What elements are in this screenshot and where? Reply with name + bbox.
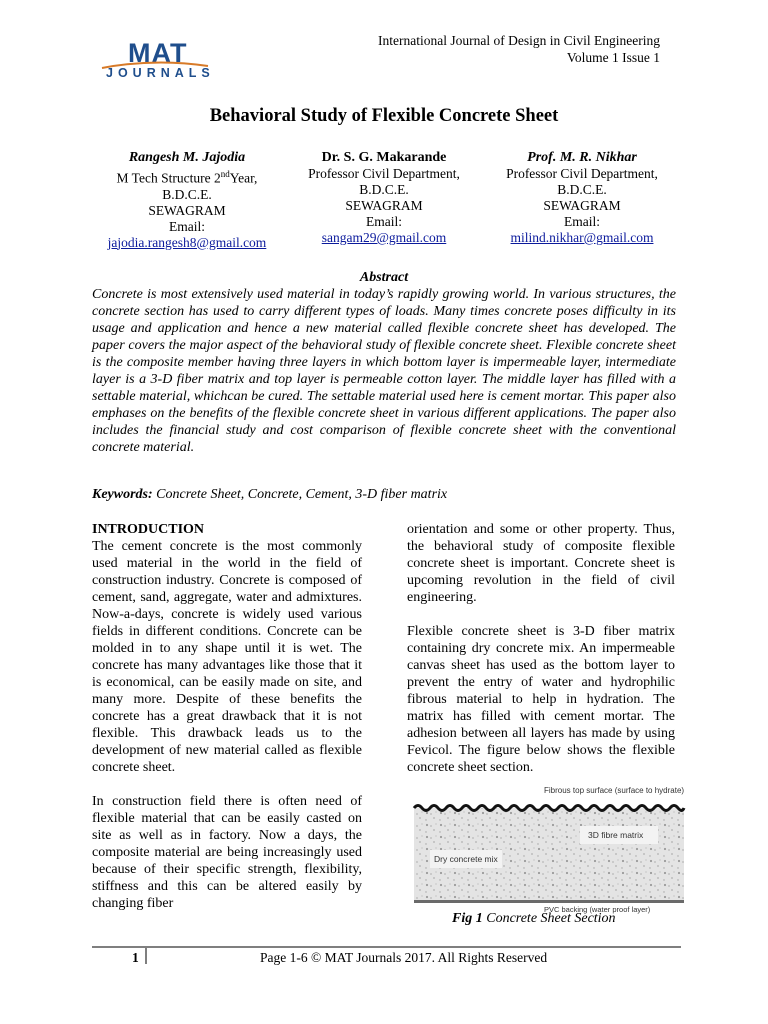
figure-label-bottom: PVC backing (water proof layer) — [544, 905, 651, 914]
footer-divider — [145, 948, 147, 964]
right-column — [407, 521, 675, 776]
author-name: Rangesh M. Jajodia — [128, 150, 246, 165]
keywords-label: Keywords: — [92, 487, 153, 502]
author-email-label: Email: — [564, 214, 600, 229]
author-place: SEWAGRAM — [345, 198, 423, 213]
paper-title: Behavioral Study of Flexible Concrete Sheet — [209, 106, 559, 126]
figure-caption-text: Concrete Sheet Section — [486, 911, 616, 926]
journal-name: International Journal of Design in Civil Engineering — [378, 33, 660, 48]
author-affiliation — [87, 166, 287, 187]
author-email-label: Email: — [169, 218, 205, 234]
author-place: SEWAGRAM — [148, 202, 226, 218]
figure-caption — [452, 911, 616, 927]
footer-rule — [92, 946, 681, 948]
paragraph: orientation and some or other property. Thus, the behavioral study of composite flexible concrete sheet is important. Concrete sheet is upcoming revolution in the field of civil engineering. — [407, 522, 675, 605]
logo-mat-text: MAT — [128, 38, 188, 68]
figure-label-matrix: 3D fibre matrix — [588, 830, 644, 840]
section-heading-introduction: INTRODUCTION — [92, 522, 205, 537]
author-affiliation: Professor Civil Department, — [308, 166, 460, 181]
journal-volume: Volume 1 Issue 1 — [566, 50, 660, 65]
author-email-link[interactable]: sangam29@gmail.com — [321, 230, 447, 245]
author-affiliation: Professor Civil Department, — [506, 166, 658, 181]
author-email-link[interactable]: milind.nikhar@gmail.com — [510, 230, 654, 245]
footer-copyright: Page 1-6 © MAT Journals 2017. All Rights Reserved — [260, 950, 548, 965]
author-2 — [284, 150, 484, 246]
author-email-label: Email: — [366, 214, 402, 229]
author-college: B.D.C.E. — [557, 182, 607, 197]
paragraph: In construction field there is often need of flexible material that can be easily casted on site as well as in factory. Now a days, the composite material are being increasingly used because of their specific strength, flexibility, stiffness and this can be altered easily by changing fiber — [92, 794, 362, 911]
author-degree-year: Year, — [229, 170, 258, 186]
author-name: Prof. M. R. Nikhar — [527, 150, 637, 165]
author-name: Dr. S. G. Makarande — [321, 150, 447, 165]
page-number: 1 — [132, 950, 139, 965]
abstract-text: Concrete is most extensively used material in today’s rapidly growing world. In various structures, the concrete section has used to carry different types of loads. Many times concrete poses difficulty in its usage and application and hence a new material called flexible concrete sheet has developed. The paper covers the major aspect of the behavioral study of flexible concrete sheet. Flexible concrete sheet is the composite member having three layers in which bottom layer is impermeable layer, intermediate layer is a 3-D fiber matrix and top layer is permeable cotton layer. The middle layer has filled with a settable material, whichcan be cured. The settable material used here is cement mortar. This paper also emphases on the benefits of the flexible concrete sheet in various different applications. The paper also includes the financial study and cost comparison of flexible concrete sheet with the conventional concrete material. — [92, 287, 676, 455]
author-college: B.D.C.E. — [162, 186, 212, 202]
paragraph: Flexible concrete sheet is 3-D fiber matrix containing dry concrete mix. An impermeable canvas sheet has used as the bottom layer to prevent the entry of water and hydrophilic fibrous material to help in hydration. The matrix has filled with cement mortar. The adhesion between all layers has made by using Fevicol. The figure below shows the flexible concrete sheet section. — [407, 624, 675, 775]
author-college: B.D.C.E. — [359, 182, 409, 197]
logo-journals-text: JOURNALS — [106, 66, 215, 80]
figure-concrete-sheet-section — [410, 786, 686, 916]
author-place: SEWAGRAM — [543, 198, 621, 213]
left-column — [92, 521, 362, 912]
paragraph: The cement concrete is the most commonly used material in the world in the field of construction industry. Concrete is composed of cement, sand, aggregate, water and admixtures. Now-a-days, concrete is widely used various fields in different conditions. Concrete can be molded in to any shape until it is wet. The concrete has many advantages like those that it is economical, can be easily made on site, and many more. Despite of these benefits the concrete has a great drawback that it is not flexible. This drawback leads us to the development of new material called as flexible concrete sheet. — [92, 539, 362, 775]
author-email-link[interactable]: jajodia.rangesh8@gmail.com — [107, 234, 267, 250]
abstract-heading: Abstract — [359, 270, 409, 285]
keywords-text: Concrete Sheet, Concrete, Cement, 3-D fiber matrix — [156, 487, 448, 502]
figure-label-top: Fibrous top surface (surface to hydrate) — [544, 786, 685, 795]
figure-label-mix: Dry concrete mix — [434, 854, 498, 864]
author-3 — [482, 150, 682, 246]
figure-caption-label: Fig 1 — [452, 911, 483, 926]
keywords — [92, 487, 447, 503]
author-degree-sup: nd — [220, 169, 230, 179]
author-degree: M Tech Structure 2 — [116, 170, 221, 186]
author-1 — [87, 150, 287, 251]
